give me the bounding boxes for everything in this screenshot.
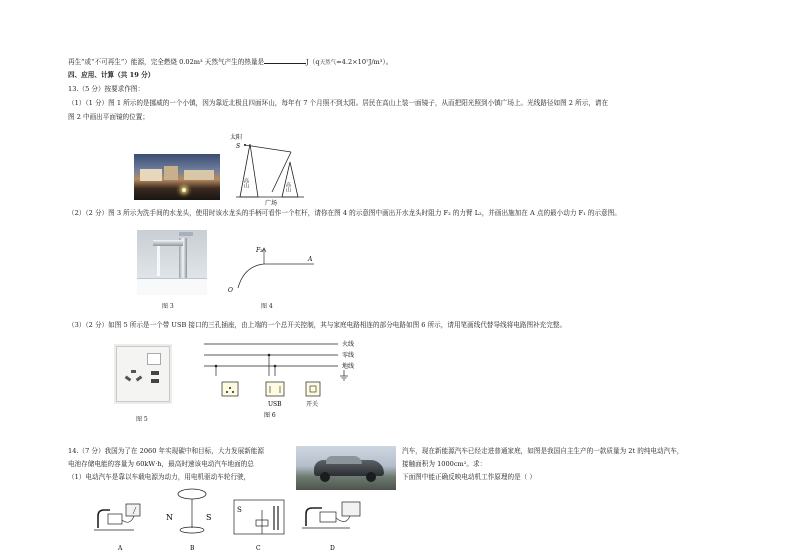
mountain-label-left: 高山 xyxy=(243,178,249,188)
figure-5-caption: 图 5 xyxy=(136,416,148,423)
question-14-line-c: （1）电动汽车是靠以车载电源为动力，用电机驱动车轮行驶， xyxy=(68,473,251,481)
lever-curve xyxy=(238,264,314,288)
line1-part-a: 再生”或“不可再生”）能源，完全燃烧 0.02m³ 天然气产生的热量是 xyxy=(68,58,265,66)
figure-6-circuit-diagram xyxy=(198,338,368,418)
car-wheel xyxy=(366,472,376,482)
ground-label: 地线 xyxy=(342,363,355,370)
hole xyxy=(125,376,132,382)
line1-subscript: 天然气 xyxy=(319,60,337,66)
question-14-right-line-1: 汽车，现在新能源汽车已经走进普通家庭，如图是我国自主生产的一款质量为 2t 的纯电动汽车， xyxy=(402,447,684,455)
answer-blank[interactable] xyxy=(264,57,306,64)
mountain-left xyxy=(240,144,258,197)
option-a-label: A xyxy=(118,545,123,552)
hole xyxy=(136,376,143,382)
question-14-right-line-2: 接触面积为 1000cm²。求： xyxy=(402,460,487,468)
mountain-label-right: 高山 xyxy=(285,182,291,192)
option-d-label: D xyxy=(330,545,335,552)
figure-3-caption: 图 3 xyxy=(162,303,174,310)
switch-box xyxy=(306,382,320,396)
question-13-1-line-a: （1）（1 分）图 1 所示的是挪威的一个小镇，因为靠近北极且四面环山，每年有 7 个月照不到太阳。居民在高山上装一面镜子，从而把阳光照到小镇广场上。光线路径如图 2 所示，请在 xyxy=(68,99,609,107)
neutral-label: 零线 xyxy=(342,352,355,359)
usb-module-box xyxy=(266,382,284,396)
usb-port xyxy=(151,379,159,383)
figure-6-caption: 图 6 xyxy=(264,412,276,419)
car-wheel xyxy=(320,472,330,482)
coil xyxy=(108,514,122,524)
option-b-label: B xyxy=(190,545,195,552)
source-s-label: S xyxy=(236,143,241,150)
master-switch xyxy=(147,353,161,365)
option-c-label: C xyxy=(256,545,261,552)
pivot-o-label: O xyxy=(228,287,233,294)
text-line-1 xyxy=(68,57,392,68)
usb-label: USB xyxy=(268,401,282,408)
outlet-holes xyxy=(123,369,145,387)
option-a-diagram xyxy=(90,486,150,554)
figure-5-usb-socket xyxy=(116,346,170,402)
question-13-2: （2）（2 分）图 3 所示为洗手间的水龙头，使用时该水龙头的手柄可看作一个杠杆，请你在图 4 的示意图中画出开水龙头时阻力 F₂ 的力臂 L₂，并画出施加在 A 点的最小动力 F₁ 的示意图。 xyxy=(68,209,621,217)
figure-2-light-path-diagram xyxy=(228,132,308,210)
point-a-label: A xyxy=(308,256,313,263)
live-label: 火线 xyxy=(342,341,355,348)
question-13-1-line-b: 图 2 中画出平面镜的位置； xyxy=(68,113,149,121)
galvanometer xyxy=(126,504,140,516)
sun-label: 太阳 xyxy=(230,134,243,141)
outlet-pin xyxy=(229,387,231,389)
line1-part-b: J（q xyxy=(306,58,320,66)
outlet-pin xyxy=(226,391,228,393)
wire xyxy=(336,516,350,522)
figure-3-faucet-photo xyxy=(137,230,207,294)
building xyxy=(164,166,178,180)
light-spot xyxy=(182,188,186,192)
wire xyxy=(122,516,134,522)
magnet xyxy=(306,508,322,526)
option-d-diagram xyxy=(298,486,368,554)
coil-loop xyxy=(178,489,206,499)
option-c-diagram xyxy=(228,486,290,554)
usb-port xyxy=(151,371,159,375)
section-heading: 四、应用、计算（共 19 分） xyxy=(68,71,155,79)
south-pole-label: S xyxy=(206,513,212,522)
car-roof xyxy=(326,456,362,464)
faucet-handle xyxy=(179,232,193,236)
hole xyxy=(131,370,136,373)
electric-car-photo xyxy=(296,446,396,490)
figure-4-lever-diagram xyxy=(224,244,320,296)
question-14-line-a: 14.（7 分）我国为了在 2060 年实现碳中和目标，大力发展新能源 xyxy=(68,447,264,455)
building xyxy=(184,170,214,180)
line1-part-c: =4.2×10⁷J/m³）。 xyxy=(336,58,393,66)
building xyxy=(140,169,162,181)
option-b-diagram xyxy=(162,480,222,554)
sink-basin xyxy=(137,278,207,295)
figure-1-town-photo xyxy=(134,154,220,200)
f2-label: F₂ xyxy=(256,247,263,254)
battery xyxy=(342,502,360,516)
square-label: 广场 xyxy=(265,200,278,207)
switch-s-label: S xyxy=(237,506,242,514)
question-13-3: （3）（2 分）如图 5 所示是一个带 USB 接口的三孔插座，由上端的一个总开关控制，其与家庭电路相连的部分电路如图 6 所示，请用笔画线代替导线将电路图补充完整。 xyxy=(68,321,567,329)
north-pole-label: N xyxy=(166,513,173,522)
water-stream xyxy=(157,246,160,276)
incident-ray xyxy=(245,145,291,152)
coil xyxy=(320,512,336,522)
question-13-title: 13.（5 分）按要求作图： xyxy=(68,85,145,93)
question-14-right-line-3: 下面图中能正确反映电动机工作原理的是（ ） xyxy=(402,473,536,481)
outlet-pin xyxy=(232,391,234,393)
figure-4-caption: 图 4 xyxy=(261,303,273,310)
question-14-line-b: 电池存储电能的容量为 60kW·h，最高时速该电动汽车地面的总 xyxy=(68,460,254,468)
switch-label: 开关 xyxy=(306,401,319,408)
